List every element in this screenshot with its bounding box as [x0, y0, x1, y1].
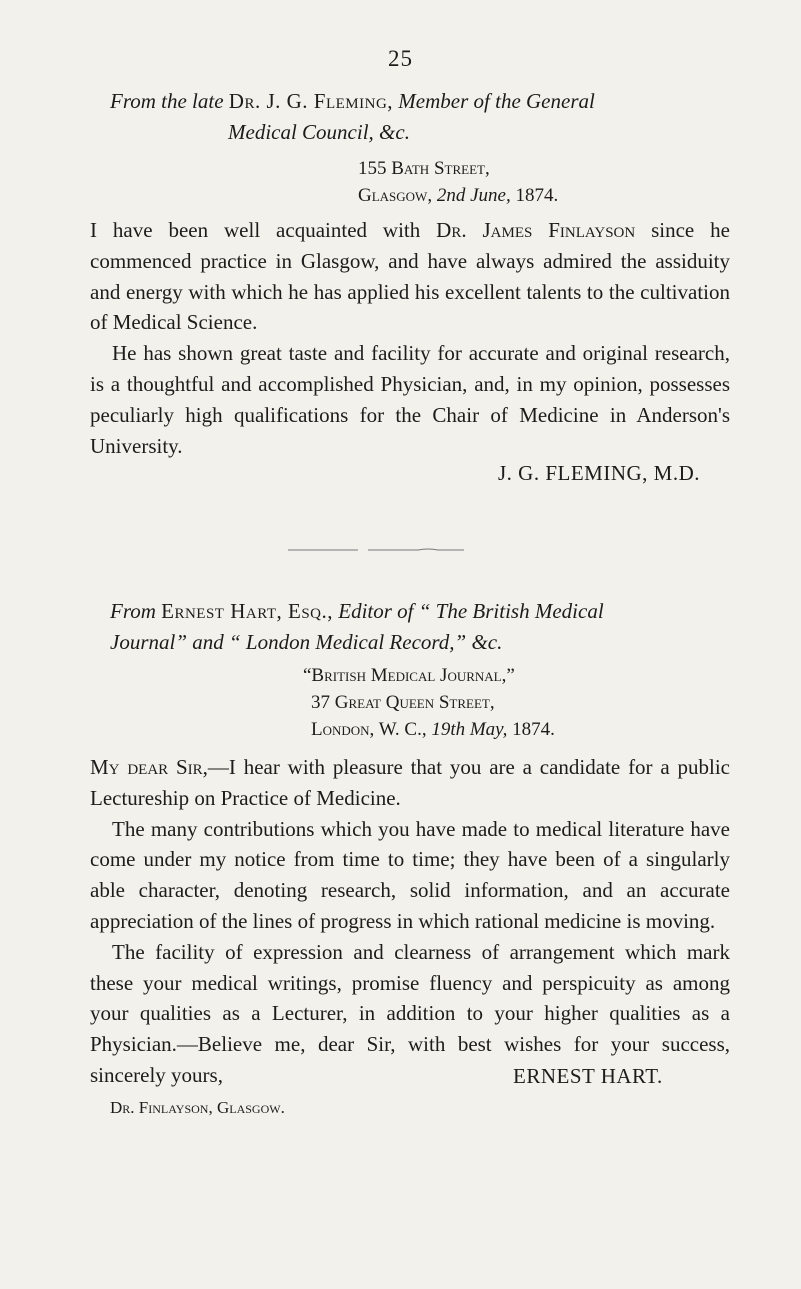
letter1-p1-rest: since he commenced practice in Glasgow, and have always admired the assiduity and energy with which he has applied his excellent talents to the cultivation of Medical Science. [90, 218, 730, 335]
letter1-year: 1874. [515, 185, 559, 206]
letter1-p1-start: I have been well acquainted with [90, 218, 421, 242]
letter1-paragraph-1 [90, 215, 730, 338]
letter2-heading [110, 596, 750, 658]
letter1-date: 2nd June, [436, 185, 511, 206]
letter2-address-street: 37 Great Queen Street, [311, 692, 495, 713]
letter1-p1-name: Dr. James Finlayson [436, 218, 636, 242]
letter2-address-journal: “British Medical Journal,” [303, 665, 515, 686]
letter2-heading-title-2: Journal” and “ London Medical Record,” &c. [110, 630, 503, 654]
letter2-year: 1874. [512, 719, 555, 740]
letter2-addressee: Dr. Finlayson, Glasgow. [110, 1098, 285, 1117]
letter2-salutation: My dear Sir, [90, 755, 208, 779]
letter2-heading-name: Ernest Hart, Esq., [161, 599, 333, 623]
letter2-date: 19th May, [431, 719, 508, 740]
letter2-paragraph-2: The many contributions which you have made to medical literature have come under my notice from time to time; they have been of a singularly able character, denoting research, solid information, and an accurate appreciation of the lines of progress in which rational medicine is moving. [90, 816, 730, 933]
letter2-signature: ERNEST HART. [513, 1064, 663, 1088]
page-number: 25 [388, 46, 413, 71]
letter2-p1-rest: —I hear with pleasure that you are a candidate for a public Lectureship on Practice of Medicine. [90, 755, 730, 810]
letter2-heading-from: From [110, 599, 156, 623]
letter1-heading-name: Dr. J. G. Fleming, [228, 89, 394, 113]
letter1-heading-from: From the late [110, 89, 224, 113]
letter1-signature: J. G. FLEMING, M.D. [498, 461, 701, 485]
letter2-address [303, 662, 801, 743]
letter1-paragraph-2: He has shown great taste and facility for accurate and original research, is a thoughtful and accomplished Physician, and, in my opinion, possesses peculiarly high qualifications for the Chair of Medicine in Anderson's University. [90, 341, 730, 458]
letter1-body [90, 215, 730, 461]
letter2-paragraph-1 [90, 752, 730, 814]
letter2-paragraph-3: The facility of expression and clearness of arrangement which mark these your medical writings, promise fluency and perspicuity as among your qualities as a Lecturer, in addition to your higher qualities as a Physician.—Believe me, dear Sir, with best wishes for your success, sincerely yours, [90, 939, 730, 1087]
letter1-address [358, 155, 801, 209]
letter1-heading-title-2: Medical Council, &c. [228, 120, 410, 144]
letter2-address-city: London, W. C., [311, 719, 427, 740]
letter1-address-street: 155 Bath Street, [358, 158, 490, 179]
letter2-address-dateline [303, 716, 801, 743]
letter2-body [90, 752, 730, 1091]
letter1-heading [110, 86, 750, 148]
letter1-address-dateline [358, 182, 801, 209]
letter1-heading-title-1: Member of the General [398, 89, 595, 113]
letter1-address-city: Glasgow, [358, 185, 433, 206]
section-divider [288, 547, 464, 553]
letter2-heading-title-1: Editor of “ The British Medical [338, 599, 604, 623]
